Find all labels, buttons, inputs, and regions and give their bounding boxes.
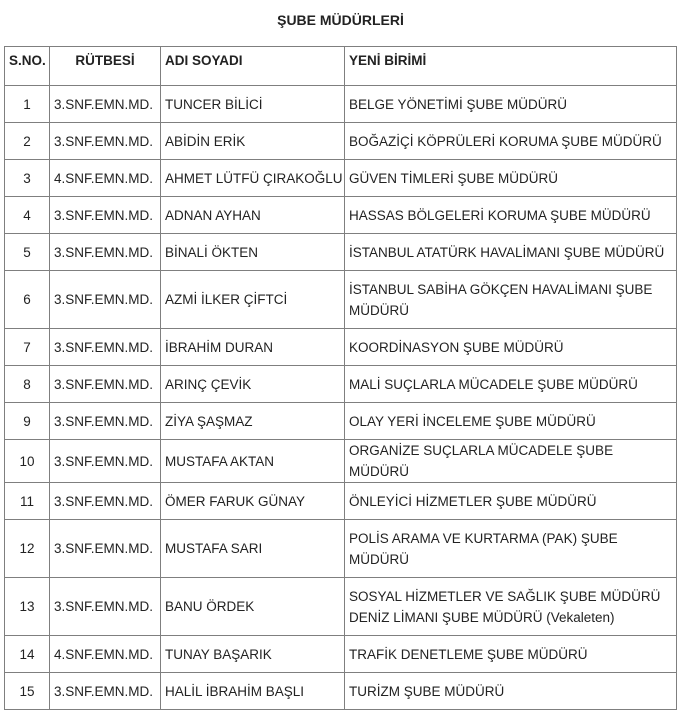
cell-no: 9 (5, 403, 50, 440)
cell-no: 5 (5, 234, 50, 271)
cell-name: TUNAY BAŞARIK (161, 636, 345, 673)
cell-unit: TRAFİK DENETLEME ŞUBE MÜDÜRÜ (345, 636, 677, 673)
cell-rank: 3.SNF.EMN.MD. (50, 366, 161, 403)
cell-rank: 3.SNF.EMN.MD. (50, 578, 161, 636)
cell-no: 8 (5, 366, 50, 403)
cell-no: 11 (5, 483, 50, 520)
cell-unit: MALİ SUÇLARLA MÜCADELE ŞUBE MÜDÜRÜ (345, 366, 677, 403)
cell-name: İBRAHİM DURAN (161, 329, 345, 366)
cell-unit: GÜVEN TİMLERİ ŞUBE MÜDÜRÜ (345, 160, 677, 197)
cell-no: 15 (5, 673, 50, 710)
staff-table (4, 46, 677, 710)
cell-no: 2 (5, 123, 50, 160)
cell-no: 12 (5, 520, 50, 578)
cell-rank: 4.SNF.EMN.MD. (50, 636, 161, 673)
cell-no: 10 (5, 440, 50, 483)
table-row (5, 234, 677, 271)
cell-rank: 3.SNF.EMN.MD. (50, 86, 161, 123)
header-rank: RÜTBESİ (50, 47, 161, 86)
cell-rank: 3.SNF.EMN.MD. (50, 520, 161, 578)
cell-unit: BELGE YÖNETİMİ ŞUBE MÜDÜRÜ (345, 86, 677, 123)
table-row (5, 520, 677, 578)
cell-unit: İSTANBUL ATATÜRK HAVALİMANI ŞUBE MÜDÜRÜ (345, 234, 677, 271)
cell-name: TUNCER BİLİCİ (161, 86, 345, 123)
cell-name: BİNALİ ÖKTEN (161, 234, 345, 271)
cell-name: AZMİ İLKER ÇİFTCİ (161, 271, 345, 329)
cell-rank: 3.SNF.EMN.MD. (50, 403, 161, 440)
header-unit: YENİ BİRİMİ (345, 47, 677, 86)
cell-rank: 3.SNF.EMN.MD. (50, 483, 161, 520)
cell-rank: 3.SNF.EMN.MD. (50, 123, 161, 160)
table-row (5, 123, 677, 160)
table-row (5, 636, 677, 673)
table-row (5, 673, 677, 710)
cell-unit: POLİS ARAMA VE KURTARMA (PAK) ŞUBE MÜDÜRÜ (345, 520, 677, 578)
cell-no: 7 (5, 329, 50, 366)
cell-name: BANU ÖRDEK (161, 578, 345, 636)
table-row (5, 86, 677, 123)
cell-no: 3 (5, 160, 50, 197)
table-row (5, 366, 677, 403)
cell-no: 6 (5, 271, 50, 329)
table-row (5, 483, 677, 520)
cell-unit: HASSAS BÖLGELERİ KORUMA ŞUBE MÜDÜRÜ (345, 197, 677, 234)
cell-name: MUSTAFA AKTAN (161, 440, 345, 483)
cell-name: ABİDİN ERİK (161, 123, 345, 160)
cell-unit: SOSYAL HİZMETLER VE SAĞLIK ŞUBE MÜDÜRÜ DENİZ LİMANI ŞUBE MÜDÜRÜ (Vekaleten) (345, 578, 677, 636)
cell-rank: 4.SNF.EMN.MD. (50, 160, 161, 197)
table-row (5, 403, 677, 440)
cell-unit: ÖNLEYİCİ HİZMETLER ŞUBE MÜDÜRÜ (345, 483, 677, 520)
cell-unit: TURİZM ŞUBE MÜDÜRÜ (345, 673, 677, 710)
cell-name: MUSTAFA SARI (161, 520, 345, 578)
cell-unit: KOORDİNASYON ŞUBE MÜDÜRÜ (345, 329, 677, 366)
table-row (5, 160, 677, 197)
header-no: S.NO. (5, 47, 50, 86)
table-row (5, 271, 677, 329)
table-row (5, 578, 677, 636)
cell-unit: ORGANİZE SUÇLARLA MÜCADELE ŞUBE MÜDÜRÜ (345, 440, 677, 483)
cell-rank: 3.SNF.EMN.MD. (50, 197, 161, 234)
cell-name: AHMET LÜTFÜ ÇIRAKOĞLU (161, 160, 345, 197)
cell-name: HALİL İBRAHİM BAŞLI (161, 673, 345, 710)
cell-name: ÖMER FARUK GÜNAY (161, 483, 345, 520)
cell-unit: BOĞAZİÇİ KÖPRÜLERİ KORUMA ŞUBE MÜDÜRÜ (345, 123, 677, 160)
cell-no: 4 (5, 197, 50, 234)
table-row (5, 440, 677, 483)
cell-no: 1 (5, 86, 50, 123)
cell-unit: OLAY YERİ İNCELEME ŞUBE MÜDÜRÜ (345, 403, 677, 440)
page-title: ŞUBE MÜDÜRLERİ (277, 12, 404, 28)
cell-rank: 3.SNF.EMN.MD. (50, 440, 161, 483)
cell-name: ADNAN AYHAN (161, 197, 345, 234)
cell-no: 14 (5, 636, 50, 673)
cell-name: ZİYA ŞAŞMAZ (161, 403, 345, 440)
cell-rank: 3.SNF.EMN.MD. (50, 329, 161, 366)
cell-no: 13 (5, 578, 50, 636)
header-name: ADI SOYADI (161, 47, 345, 86)
table-row (5, 329, 677, 366)
cell-unit: İSTANBUL SABİHA GÖKÇEN HAVALİMANI ŞUBE MÜDÜRÜ (345, 271, 677, 329)
table-body (5, 86, 677, 710)
cell-rank: 3.SNF.EMN.MD. (50, 271, 161, 329)
table-row (5, 197, 677, 234)
cell-name: ARINÇ ÇEVİK (161, 366, 345, 403)
cell-rank: 3.SNF.EMN.MD. (50, 234, 161, 271)
cell-rank: 3.SNF.EMN.MD. (50, 673, 161, 710)
table-header-row (5, 47, 677, 86)
